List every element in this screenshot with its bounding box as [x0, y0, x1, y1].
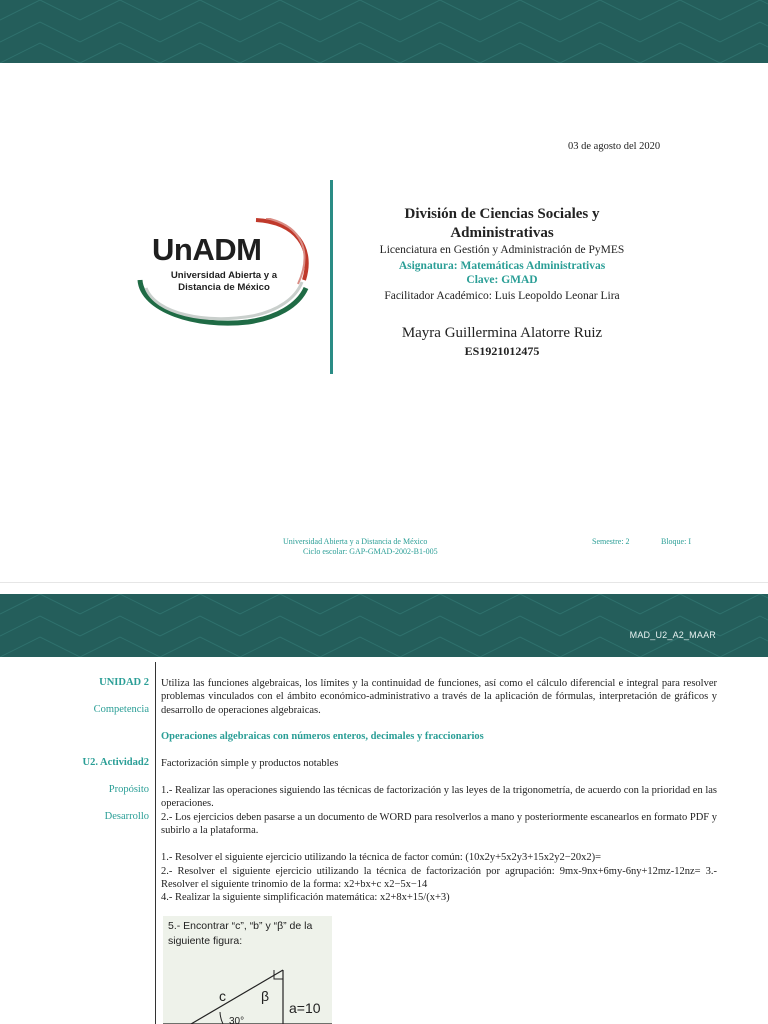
label-a: a=10	[289, 1000, 321, 1016]
label-competencia: Competencia	[93, 704, 149, 715]
section-subtitle: Operaciones algebraicas con números enteros, decimales y fraccionarios	[161, 731, 484, 742]
exercise-4: 4.- Realizar la siguiente simplificación matemática: x2+8x+15/(x+3)	[161, 892, 450, 903]
banner-pattern	[0, 0, 768, 63]
label-c: c	[219, 988, 226, 1004]
asignatura: Asignatura: Matemáticas Administrativas	[398, 260, 606, 272]
triangle-figure	[163, 916, 332, 1024]
figure-instruction: 5.- Encontrar “c”, “b” y “β” de la siguiente figura:	[168, 920, 313, 947]
document-date: 03 de agosto del 2020	[568, 141, 661, 152]
exercise-1: 1.- Resolver el siguiente ejercicio utilizando la técnica de factor común: (10x2y+5x2y3+15x2y2−20x2)=	[161, 852, 602, 863]
licenciatura: Licenciatura en Gestión y Administración de PyMES	[379, 244, 625, 256]
facilitador: Facilitador Académico: Luis Leopoldo Leonar Lira	[384, 290, 620, 302]
label-proposito: Propósito	[108, 784, 149, 795]
section-banner	[0, 594, 768, 657]
header-banner	[0, 0, 768, 63]
unadm-logo	[136, 218, 312, 328]
label-actividad: U2. Actividad2	[82, 757, 149, 768]
footer-ciclo: Ciclo escolar: GAP-GMAD-2002-B1-005	[303, 547, 438, 556]
logo-subtitle-line1: Universidad Abierta y a	[170, 270, 278, 281]
student-id: ES1921012475	[464, 344, 540, 358]
column-separator	[155, 662, 156, 1024]
logo-subtitle-line2: Distancia de México	[178, 282, 270, 293]
logo-title: UnADM	[152, 232, 262, 267]
exercise-2-3: 2.- Resolver el siguiente ejercicio utilizando la técnica de factorización por agrupación: 9mx-9nx+6my-6ny+12mz-12nz= 3.- Resolver el siguiente trinomio de la forma: x2+bx+c x2−5x−14	[161, 866, 717, 891]
footer-bloque: Bloque: I	[661, 537, 691, 546]
footer-university: Universidad Abierta y a Distancia de México	[283, 537, 428, 546]
proposito-text: 1.- Realizar las operaciones siguiendo las técnicas de factorización y las leyes de la trigonometría, de acuerdo con la prioridad en las operaciones.	[161, 785, 717, 810]
label-desarrollo: Desarrollo	[104, 811, 149, 822]
clave: Clave: GMAD	[466, 274, 538, 286]
division-title: División de Ciencias Sociales y Administrativas	[404, 206, 600, 241]
banner-pattern	[0, 594, 768, 657]
label-beta: β	[261, 988, 270, 1004]
label-angle: 30°	[229, 1016, 245, 1024]
label-unidad: UNIDAD 2	[99, 677, 149, 688]
competencia-text: Utiliza las funciones algebraicas, los límites y la continuidad de funciones, así como el cálculo diferencial e integral para resolver problemas vinculados con el ámbito económico-administrativo a través de la aplicación de fórmulas, interpretación de gráficos y desarrollo de operaciones algebraicas.	[161, 678, 717, 716]
student-name: Mayra Guillermina Alatorre Ruiz	[401, 325, 603, 341]
footer-semestre: Semestre: 2	[592, 537, 630, 546]
desarrollo-text: 2.- Los ejercicios deben pasarse a un documento de WORD para resolverlos a mano y posteriormente escanearlos en formato PDF y subirlo a la plataforma.	[161, 812, 717, 837]
document-code: MAD_U2_A2_MAAR	[629, 630, 716, 640]
page-break	[0, 582, 768, 583]
cover-divider	[330, 180, 333, 374]
actividad-text: Factorización simple y productos notables	[161, 758, 339, 769]
